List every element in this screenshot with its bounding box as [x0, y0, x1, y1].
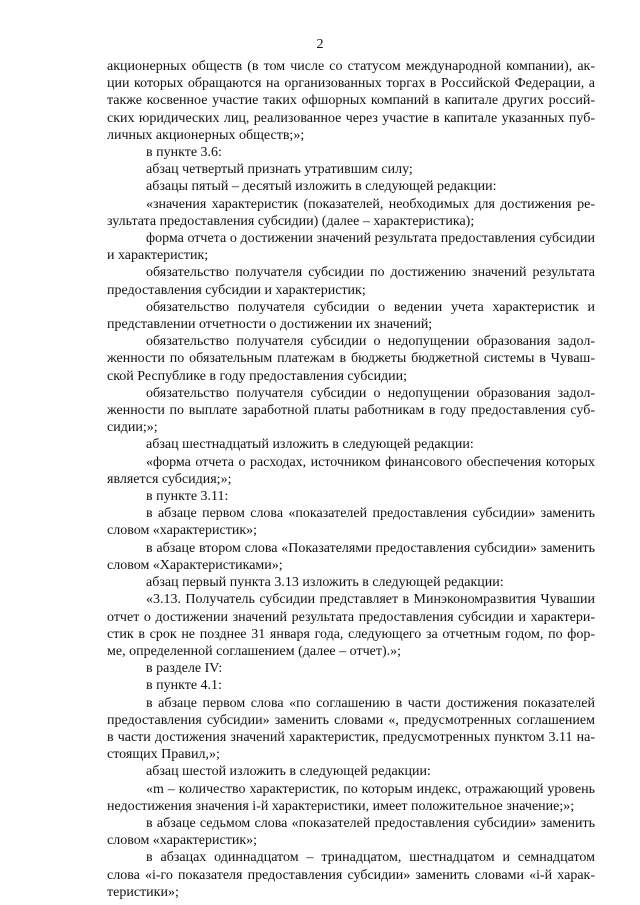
text-line: в пункте 3.6:	[146, 145, 222, 161]
text-line: личных акционерных обществ;»;	[107, 127, 305, 143]
text-line: абзацы пятый – десятый изложить в следующей редакции:	[146, 179, 497, 195]
text-line: «m – количество характеристик, по которым индекс, отражающий уровень	[146, 781, 595, 797]
text-line: слова «i-го показателя предоставления субсидии» заменить словами «i-й харак-	[107, 867, 595, 883]
text-line: в пункте 4.1:	[146, 678, 222, 694]
text-line: отчет о достижении значений результата предоставления субсидии и характери-	[107, 609, 595, 625]
text-line: абзац шестой изложить в следующей редакции:	[146, 764, 431, 780]
text-line: обязательство получателя субсидии о недопущении образования задол-	[146, 334, 595, 350]
text-line: абзац шестнадцатый изложить в следующей редакции:	[146, 437, 474, 453]
text-line: зультата предоставления субсидии) (далее – характеристика);	[107, 213, 475, 229]
text-line: словом «Характеристиками»;	[107, 557, 283, 573]
text-line: ской Республике в году предоставления субсидии;	[107, 368, 408, 384]
text-line: сидии;»;	[107, 420, 158, 436]
text-line: форма отчета о достижении значений результата предоставления субсидии	[146, 231, 595, 247]
text-line: словом «характеристик»;	[107, 833, 258, 849]
text-line: в абзаце первом слова «показателей предоставления субсидии» заменить	[146, 506, 595, 522]
text-line: абзац четвертый признать утратившим силу;	[146, 162, 413, 178]
text-line: предоставления субсидии и характеристик;	[107, 282, 366, 298]
text-line: ских юридических лиц, реализованное через участие в капитале указанных пуб-	[107, 110, 595, 126]
text-line: представлении отчетности о достижении их значений;	[107, 317, 433, 333]
text-line: предоставления субсидии» заменить словами «, предусмотренных соглашением	[107, 712, 595, 728]
text-line: в абзаце седьмом слова «показателей предоставления субсидии» заменить	[146, 815, 595, 831]
text-line: женности по выплате заработной платы работникам в году предоставления суб-	[107, 403, 595, 419]
text-line: теристики»;	[107, 884, 179, 900]
text-line: также косвенное участие таких офшорных компаний в капитале других россий-	[107, 93, 595, 109]
text-line: обязательство получателя субсидии о недопущении образования задол-	[146, 385, 595, 401]
text-line: женности по обязательным платежам в бюджеты бюджетной системы в Чуваш-	[107, 351, 595, 367]
text-line: «форма отчета о расходах, источником финансового обеспечения которых	[146, 454, 595, 470]
text-line: в абзацах одиннадцатом – тринадцатом, шестнадцатом и семнадцатом	[146, 850, 595, 866]
text-line: стик в срок не позднее 31 января года, следующего за отчетным годом, по фор-	[107, 626, 595, 642]
text-line: ме, определенной соглашением (далее – отчет).»;	[107, 643, 401, 659]
text-line: и характеристик;	[107, 248, 209, 264]
text-line: обязательство получателя субсидии о ведении учета характеристик и	[146, 299, 595, 315]
text-line: акционерных обществ (в том числе со статусом международной компании), ак-	[107, 59, 595, 74]
text-line: стоящих Правил,»;	[107, 747, 220, 763]
body-text	[107, 58, 595, 901]
text-line: является субсидия;»;	[107, 471, 232, 487]
text-line: «значения характеристик (показателей, необходимых для достижения ре-	[146, 196, 595, 212]
text-line: в абзаце первом слова «по соглашению в части достижения показателей	[146, 695, 595, 711]
text-line: недостижения значения i-й характеристики, имеет положительное значение;»;	[107, 798, 575, 814]
text-line: абзац первый пункта 3.13 изложить в следующей редакции:	[146, 575, 504, 591]
text-line: ции которых обращаются на организованных торгах в Российской Федерации, а	[107, 76, 595, 92]
text-line: обязательство получателя субсидии по достижению значений результата	[146, 265, 595, 281]
text-line: в пункте 3.11:	[146, 489, 229, 505]
text-line: в разделе IV:	[146, 661, 223, 677]
text-line: в абзаце втором слова «Показателями предоставления субсидии» заменить	[146, 540, 595, 556]
text-line: словом «характеристик»;	[107, 523, 258, 539]
text-line: в части достижения значений характеристик, предусмотренных пунктом 3.11 на-	[107, 729, 595, 745]
text-line: «3.13. Получатель субсидии представляет в Минэкономразвития Чувашии	[146, 592, 595, 608]
page-number: 2	[316, 37, 324, 52]
